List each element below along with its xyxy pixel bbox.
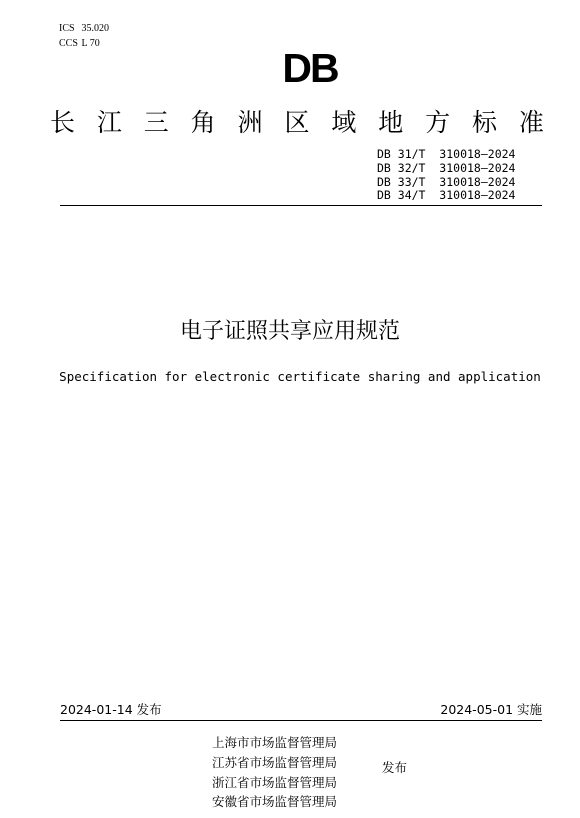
issuing-authority: 上海市市场监督管理局 bbox=[212, 735, 338, 750]
document-title-zh: 电子证照共享应用规范 bbox=[179, 319, 400, 344]
issue-label: 发布 bbox=[382, 760, 408, 775]
ics-value: 35.020 bbox=[81, 23, 109, 34]
top-divider bbox=[60, 205, 542, 206]
organization-title-char: 区 bbox=[284, 108, 310, 137]
organization-title-char: 地 bbox=[378, 108, 404, 137]
organization-title-char: 准 bbox=[518, 108, 544, 137]
organization-title-char: 长 bbox=[50, 108, 76, 137]
organization-title-char: 江 bbox=[96, 108, 122, 137]
standard-numbers bbox=[377, 148, 515, 203]
issuing-authorities bbox=[212, 733, 337, 812]
issuing-authority: 浙江省市场监督管理局 bbox=[212, 774, 338, 790]
issuing-authority: 安徽省市场监督管理局 bbox=[212, 794, 338, 810]
issuing-authority: 江苏省市场监督管理局 bbox=[212, 754, 338, 770]
ccs-value: L 70 bbox=[81, 38, 100, 49]
ics-classification bbox=[59, 22, 109, 36]
ccs-label: CCS bbox=[59, 38, 78, 49]
ics-label: ICS bbox=[59, 23, 75, 34]
organization-title-char: 方 bbox=[425, 108, 451, 137]
standard-number: DB 33/T 310018—2024 bbox=[377, 174, 516, 189]
organization-title-char: 标 bbox=[472, 108, 498, 137]
publish-date: 2024-01-14 发布 bbox=[60, 702, 162, 717]
organization-title-char: 域 bbox=[331, 108, 357, 137]
bottom-divider bbox=[60, 720, 542, 721]
organization-title-char: 角 bbox=[190, 108, 216, 137]
document-title-en: Specification for electronic certificate sharing and application bbox=[59, 369, 541, 384]
standard-number: DB 31/T 310018—2024 bbox=[377, 147, 516, 161]
db-logo-text: DB bbox=[282, 51, 338, 85]
organization-title-char: 洲 bbox=[237, 108, 263, 137]
standard-number: DB 34/T 310018—2024 bbox=[377, 188, 516, 203]
implement-date: 2024-05-01 实施 bbox=[440, 702, 542, 717]
standard-number: DB 32/T 310018—2024 bbox=[377, 160, 516, 175]
db-logo bbox=[278, 51, 342, 85]
ccs-classification bbox=[59, 37, 100, 51]
organization-title bbox=[50, 106, 544, 140]
organization-title-char: 三 bbox=[143, 108, 169, 137]
